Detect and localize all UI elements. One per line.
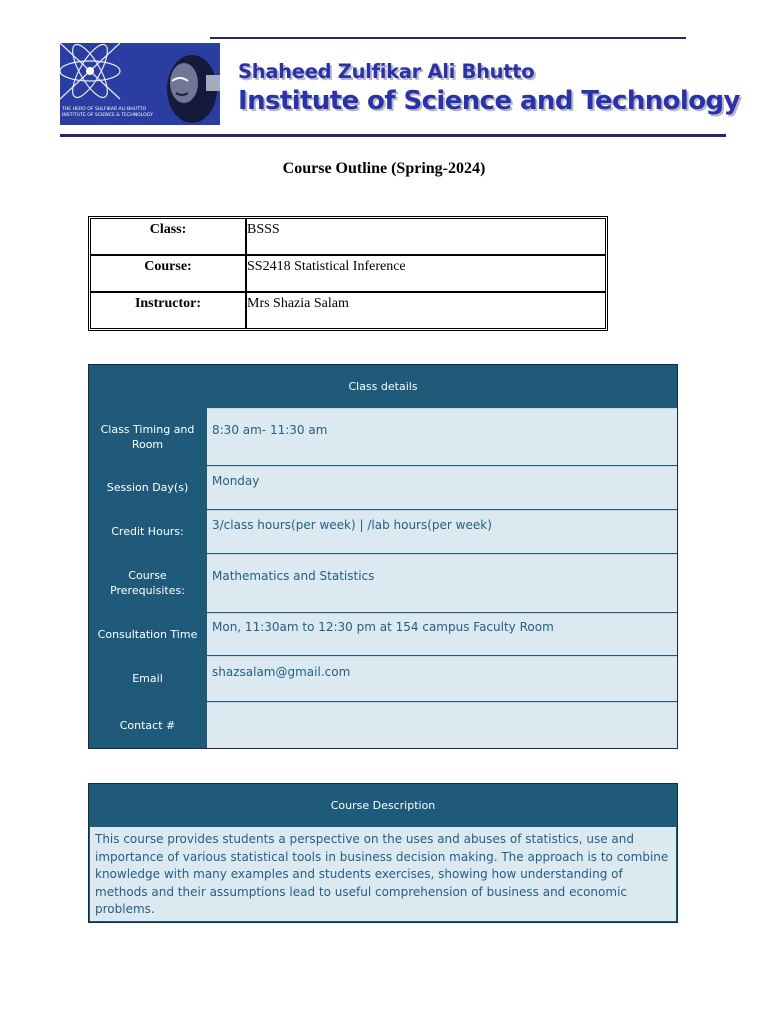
detail-label: Credit Hours: — [111, 525, 184, 538]
page-title: Course Outline (Spring-2024) — [282, 160, 486, 177]
info-row-instructor — [90, 292, 606, 329]
institute-name-line1: Shaheed Zulfikar Ali Bhutto — [238, 60, 535, 83]
info-row-class — [90, 218, 606, 255]
detail-row-email — [89, 656, 677, 701]
email-value: shazsalam@gmail.com — [207, 656, 677, 701]
detail-value: Mon, 11:30am to 12:30 pm at 154 campus Faculty Room — [207, 613, 677, 655]
detail-value: Monday — [207, 466, 677, 509]
detail-row-prerequisites — [89, 554, 677, 612]
logo-caption-line1: THE HERO OF SULFIKAR ALI BHUTTO — [62, 107, 147, 112]
detail-value: 3/class hours(per week) | /lab hours(per week) — [207, 510, 677, 553]
detail-label: Consultation Time — [97, 627, 198, 641]
class-label: Class: — [91, 219, 247, 254]
logo-caption-line2: INSTITUTE OF SCIENCE & TECHNOLOGY — [62, 113, 153, 118]
detail-label: Course Prerequisites: — [110, 569, 185, 597]
detail-label: Session Day(s) — [106, 481, 189, 494]
instructor-label: Instructor: — [91, 293, 247, 328]
detail-row-timing — [89, 408, 677, 465]
detail-row-credit-hours — [89, 510, 677, 553]
course-description-header: Course Description — [330, 798, 436, 812]
detail-row-consultation — [89, 613, 677, 655]
course-value: SS2418 Statistical Inference — [247, 259, 406, 274]
institute-name-line2: Institute of Science and Technology — [238, 86, 740, 116]
detail-label: Contact # — [119, 718, 176, 732]
institute-banner — [60, 37, 740, 141]
course-info-table — [88, 216, 608, 331]
detail-label: Email — [132, 672, 163, 685]
class-details-header: Class details — [348, 379, 418, 393]
banner-bottom-rule — [60, 134, 726, 137]
instructor-value: Mrs Shazia Salam — [247, 296, 349, 311]
detail-value: 8:30 am- 11:30 am — [207, 408, 677, 465]
class-details-table — [88, 364, 678, 749]
course-description-table — [88, 783, 678, 923]
course-description-text: This course provides students a perspective on the uses and abuses of statistics, use and importance of various statistical tools in business decision making. The approach is to combine knowledge with many examples and students exercises, showing how understanding of methods and their assumptions lead to useful comprehension of business and economic problems. — [90, 827, 676, 921]
institute-logo — [60, 43, 220, 125]
banner-top-rule — [210, 37, 686, 39]
detail-row-contact — [89, 702, 677, 748]
info-row-course — [90, 255, 606, 292]
detail-row-session-days — [89, 466, 677, 509]
detail-value: Mathematics and Statistics — [207, 554, 677, 612]
class-value: BSSS — [247, 222, 280, 237]
course-label: Course: — [91, 256, 247, 291]
detail-label: Class Timing and Room — [100, 422, 195, 451]
contact-value — [207, 702, 677, 748]
